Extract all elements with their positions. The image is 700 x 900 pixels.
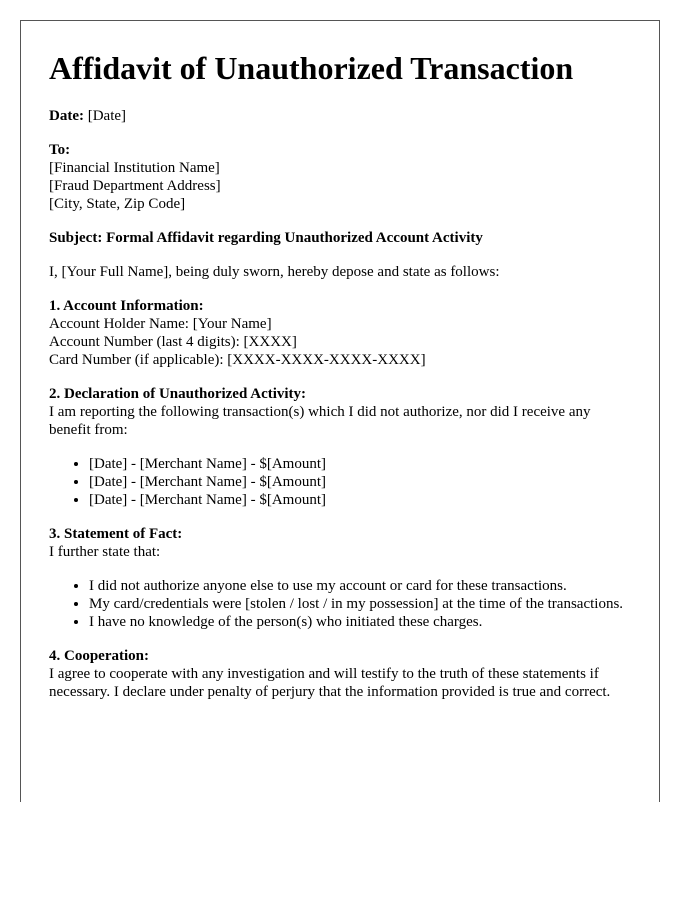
recipient-block — [49, 141, 631, 213]
section-heading: 3. Statement of Fact: — [49, 526, 183, 542]
section-text: I agree to cooperate with any investigation and will testify to the truth of these statements if necessary. I declare under penalty of perjury that the information provided is true and correct. — [49, 666, 611, 700]
intro-paragraph: I, [Your Full Name], being duly sworn, hereby depose and state as follows: — [49, 264, 500, 280]
list-item: • [Date] - [Merchant Name] - $[Amount] — [89, 455, 631, 473]
document-page — [20, 20, 660, 802]
section-heading: 2. Declaration of Unauthorized Activity: — [49, 386, 307, 402]
recipient-line: [Fraud Department Address] — [49, 178, 221, 194]
list-item: • [Date] - [Merchant Name] - $[Amount] — [89, 491, 631, 509]
recipient-line: [City, State, Zip Code] — [49, 196, 186, 212]
to-label: To: — [49, 142, 71, 158]
section-heading: 1. Account Information: — [49, 298, 204, 314]
list-item: • [Date] - [Merchant Name] - $[Amount] — [89, 473, 631, 491]
section-statement-of-fact — [49, 525, 631, 561]
subject-line: Subject: Formal Affidavit regarding Unauthorized Account Activity — [49, 230, 483, 246]
section-heading: 4. Cooperation: — [49, 648, 149, 664]
section-text: I am reporting the following transaction(s) which I did not authorize, nor did I receive any benefit from: — [49, 404, 591, 438]
card-number-line: Card Number (if applicable): [XXXX-XXXX-XXXX-XXXX] — [49, 352, 426, 368]
list-item: • I did not authorize anyone else to use my account or card for these transactions. — [89, 577, 631, 595]
document-title: Affidavit of Unauthorized Transaction — [49, 50, 574, 86]
list-item: • I have no knowledge of the person(s) who initiated these charges. — [89, 613, 631, 631]
date-value: [Date] — [87, 108, 127, 124]
section-text: I further state that: — [49, 544, 161, 560]
section-cooperation — [49, 647, 631, 701]
section-account-information — [49, 297, 631, 369]
list-item: • My card/credentials were [stolen / lost / in my possession] at the time of the transactions. — [89, 595, 631, 613]
date-label: Date: — [49, 108, 84, 124]
date-line — [49, 107, 631, 125]
section-declaration — [49, 385, 631, 439]
transaction-list — [49, 455, 631, 509]
account-number-line: Account Number (last 4 digits): [XXXX] — [49, 334, 297, 350]
fact-list — [49, 577, 631, 631]
recipient-line: [Financial Institution Name] — [49, 160, 220, 176]
account-holder-line: Account Holder Name: [Your Name] — [49, 316, 272, 332]
